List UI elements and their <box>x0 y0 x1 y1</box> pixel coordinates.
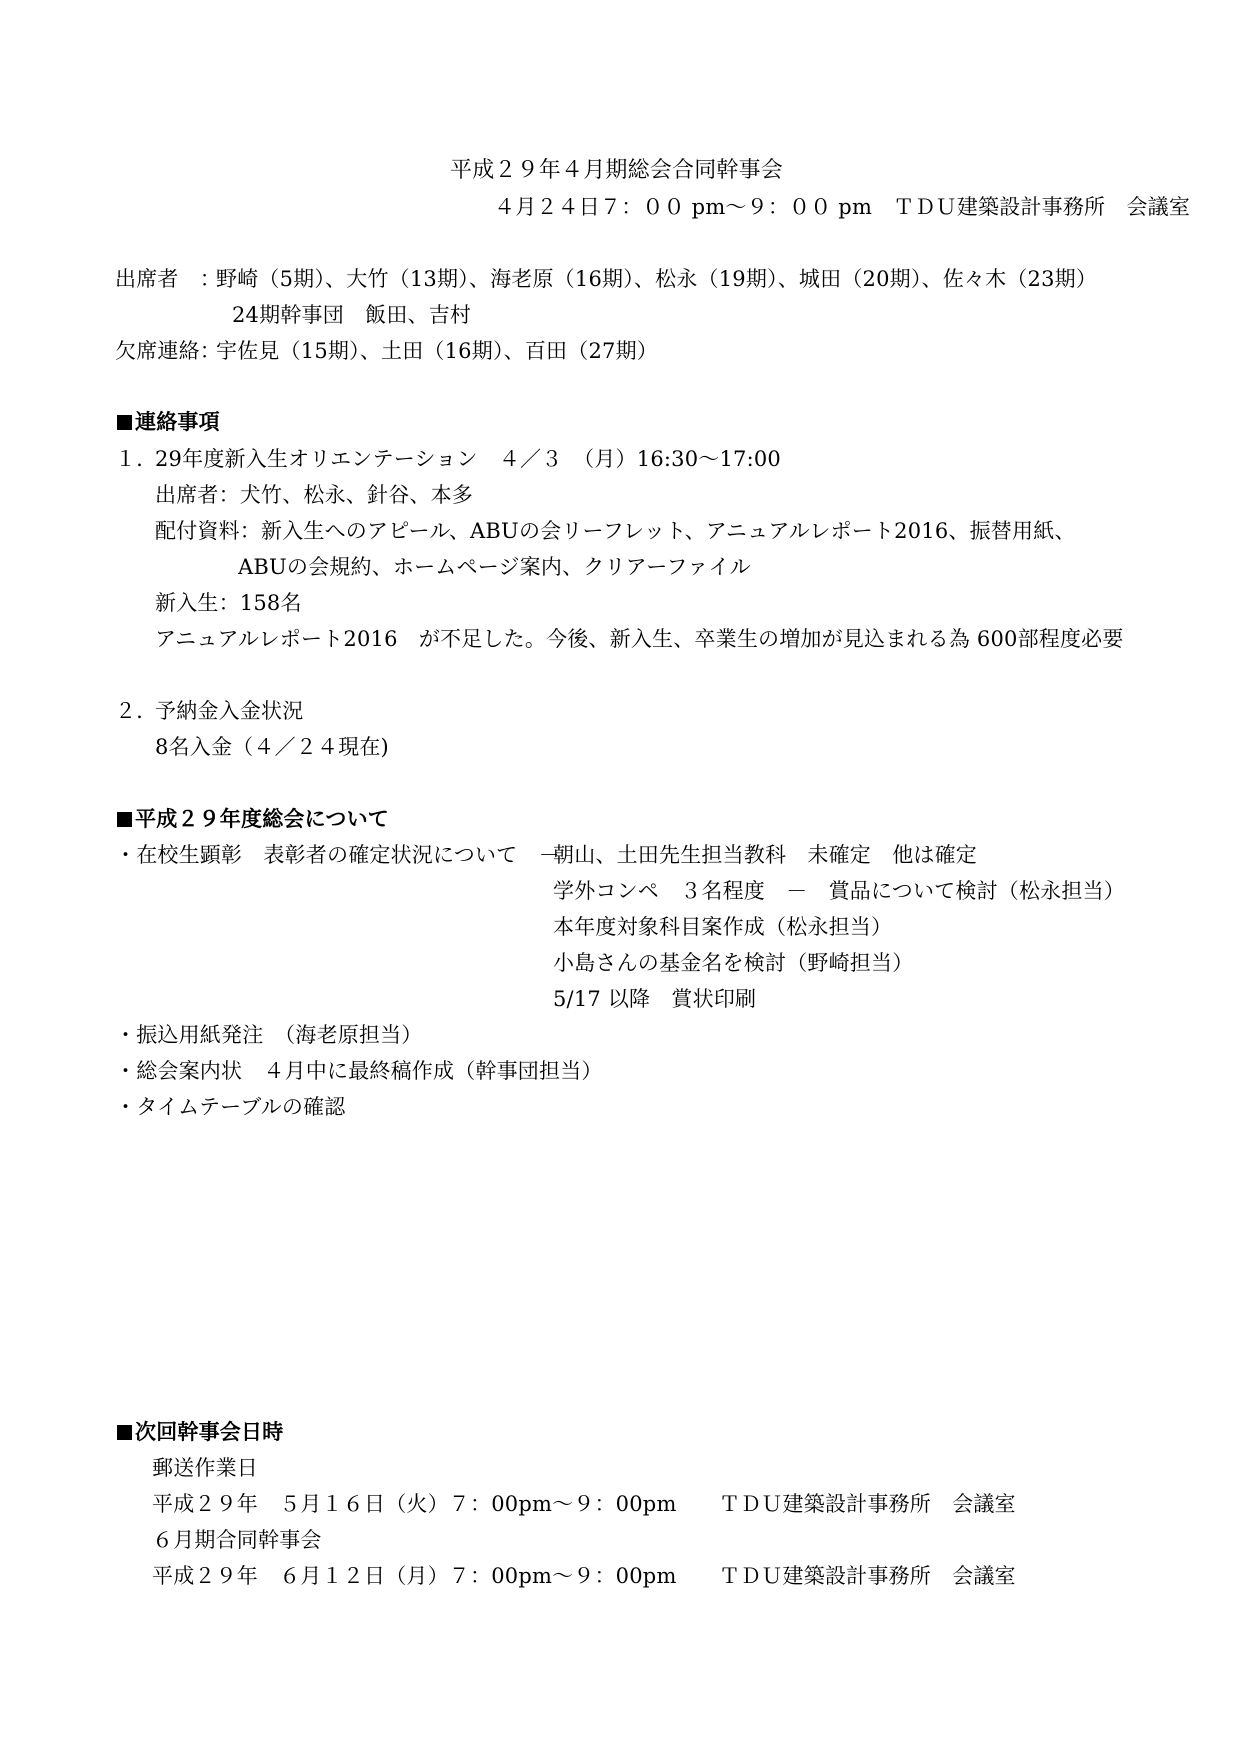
absent-label: 欠席連絡： <box>115 339 221 363</box>
attendees-label: 出席者 ： <box>115 267 221 291</box>
item-1-number: １． <box>115 447 158 471</box>
attendees-list-2: 24期幹事団 飯田、吉村 <box>232 303 472 327</box>
item-1-materials-2: ABUの会規約、ホームページ案内、クリアーファイル <box>238 555 751 579</box>
item-1-note: アニュアルレポート2016 が不足した。今後、新入生、卒業生の増加が見込まれる為 600部程度必要 <box>155 627 1124 651</box>
square-bullet-icon <box>117 812 132 827</box>
meeting-datetime: ４月２４日７：００ pm～９：００ pm ＴＤＵ建築設計事務所 会議室 <box>494 195 1191 219</box>
item-2-number: ２． <box>115 699 158 723</box>
next-event-2-detail: 平成２９年 ６月１２日（月）７：00pm～９：00pm ＴＤＵ建築設計事務所 会議室 <box>152 1564 1016 1588</box>
section-heading-next: 次回幹事会日時 <box>117 1418 283 1446</box>
bullet-award-status: ・在校生顕彰 表彰者の確定状況について － <box>115 843 560 867</box>
list-item: 朝山、土田先生担当教科 未確定 他は確定 <box>553 843 977 867</box>
item-1-freshmen: 新入生：158名 <box>155 591 302 615</box>
section-heading-renraku: 連絡事項 <box>117 408 220 436</box>
item-2-title: 予納金入金状況 <box>155 699 304 723</box>
item-1-materials: 配付資料：新入生へのアピール、ABUの会リーフレット、アニュアルレポート2016、振替用紙、 <box>155 519 1076 543</box>
document-title: 平成２９年４月期総会合同幹事会 <box>450 158 784 183</box>
square-bullet-icon <box>117 415 132 430</box>
list-item: 5/17 以降 賞状印刷 <box>553 987 757 1011</box>
item-1-title: 29年度新入生オリエンテーション ４／３ （月）16:30～17:00 <box>155 447 781 471</box>
next-event-1-title: 郵送作業日 <box>152 1456 258 1480</box>
next-event-1-detail: 平成２９年 ５月１６日（火）７：00pm～９：00pm ＴＤＵ建築設計事務所 会議室 <box>152 1492 1016 1516</box>
list-item: 小島さんの基金名を検討（野崎担当） <box>553 951 914 975</box>
square-bullet-icon <box>117 1425 132 1440</box>
bullet-invitation: ・総会案内状 ４月中に最終稿作成（幹事団担当） <box>115 1059 603 1083</box>
attendees-list: 野崎（5期）、大竹（13期）、海老原（16期）、松永（19期）、城田（20期）、佐々木（23期） <box>216 267 1098 291</box>
list-item: 学外コンペ ３名程度 － 賞品について検討（松永担当） <box>553 879 1125 903</box>
next-event-2-title: ６月期合同幹事会 <box>152 1528 322 1552</box>
bullet-transfer-form: ・振込用紙発注 （海老原担当） <box>115 1023 423 1047</box>
item-1-attendees: 出席者：犬竹、松永、針谷、本多 <box>155 483 473 507</box>
absent-list: 宇佐見（15期）、土田（16期）、百田（27期） <box>216 339 658 363</box>
bullet-timetable: ・タイムテーブルの確認 <box>115 1095 346 1119</box>
list-item: 本年度対象科目案作成（松永担当） <box>553 915 893 939</box>
section-heading-soukai: 平成２９年度総会について <box>117 805 389 833</box>
item-2-detail: 8名入金（４／２４現在) <box>155 735 389 759</box>
